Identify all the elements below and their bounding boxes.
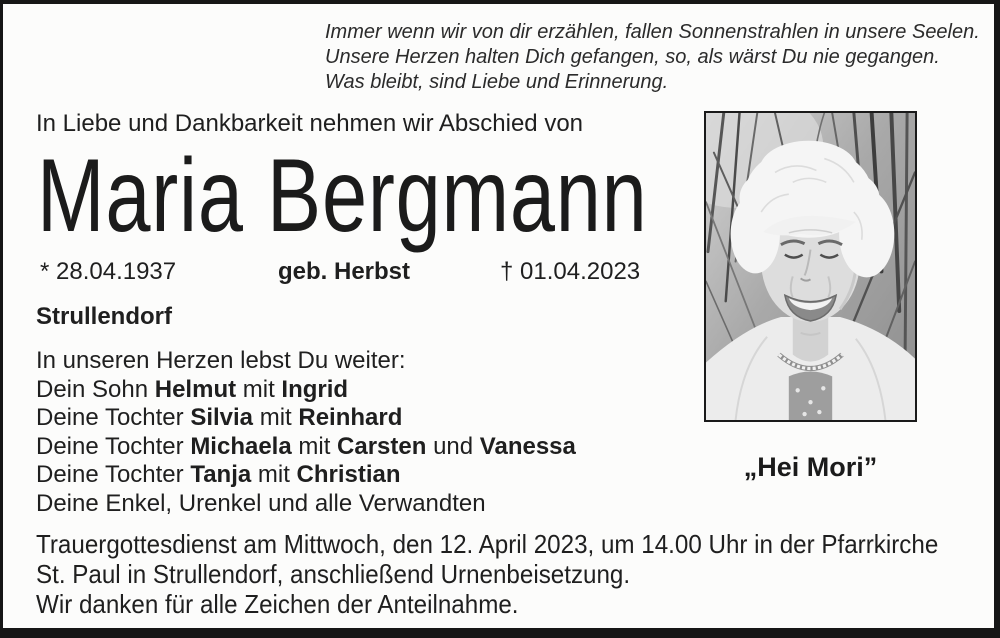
memorial-quote [325, 20, 985, 95]
vital-dates-row [0, 258, 700, 288]
connector-text: mit [236, 375, 282, 403]
family-list [36, 347, 576, 519]
connector-text: mit [253, 404, 299, 432]
connector-text: mit [251, 461, 297, 489]
family-outro: Deine Enkel, Urenkel und alle Verwandten [36, 489, 486, 517]
relation-label: Deine Tochter [36, 432, 191, 460]
portrait-photo-illustration [706, 113, 915, 420]
family-member-name: Carsten [337, 432, 427, 460]
family-member-name: Michaela [190, 432, 292, 460]
connector-text: mit [291, 432, 338, 460]
service-info-line: St. Paul in Strullendorf, anschließend Urnenbeisetzung. [36, 559, 631, 589]
family-member-name: Silvia [190, 404, 254, 432]
photo-caption: „Hei Mori” [743, 452, 878, 482]
family-member-name: Tanja [190, 461, 252, 489]
deceased-name: Maria Bergmann [37, 138, 648, 254]
relation-label: Deine Tochter [36, 461, 191, 489]
service-info-line: Wir danken für alle Zeichen der Anteilnahme. [36, 589, 519, 619]
family-member-name: Vanessa [479, 432, 576, 460]
birth-date: * 28.04.1937 [40, 258, 177, 285]
family-line [36, 404, 576, 433]
connector-text: und [426, 432, 480, 460]
family-member-name: Reinhard [298, 404, 403, 432]
family-member-name: Ingrid [281, 375, 349, 403]
maiden-name: geb. Herbst [278, 258, 411, 285]
relation-label: Dein Sohn [36, 375, 155, 403]
relation-label: Deine Tochter [36, 404, 191, 432]
town-name: Strullendorf [36, 303, 172, 330]
family-line [36, 461, 576, 490]
service-info-line: Trauergottesdienst am Mittwoch, den 12. April 2023, um 14.00 Uhr in der Pfarrkirche [36, 529, 939, 559]
family-line [36, 376, 576, 405]
quote-line: Immer wenn wir von dir erzählen, fallen Sonnenstrahlen in unsere Seelen. [325, 21, 980, 43]
death-date: † 01.04.2023 [500, 258, 641, 285]
farewell-intro: In Liebe und Dankbarkeit nehmen wir Abschied von [36, 110, 584, 137]
service-info [36, 529, 938, 619]
quote-line: Unsere Herzen halten Dich gefangen, so, als wärst Du nie gegangen. [325, 46, 940, 68]
family-line [36, 433, 576, 462]
quote-line: Was bleibt, sind Liebe und Erinnerung. [325, 71, 669, 93]
family-intro: In unseren Herzen lebst Du weiter: [36, 347, 406, 374]
portrait-photo [704, 111, 917, 422]
family-member-name: Helmut [154, 375, 237, 403]
family-member-name: Christian [296, 461, 401, 489]
